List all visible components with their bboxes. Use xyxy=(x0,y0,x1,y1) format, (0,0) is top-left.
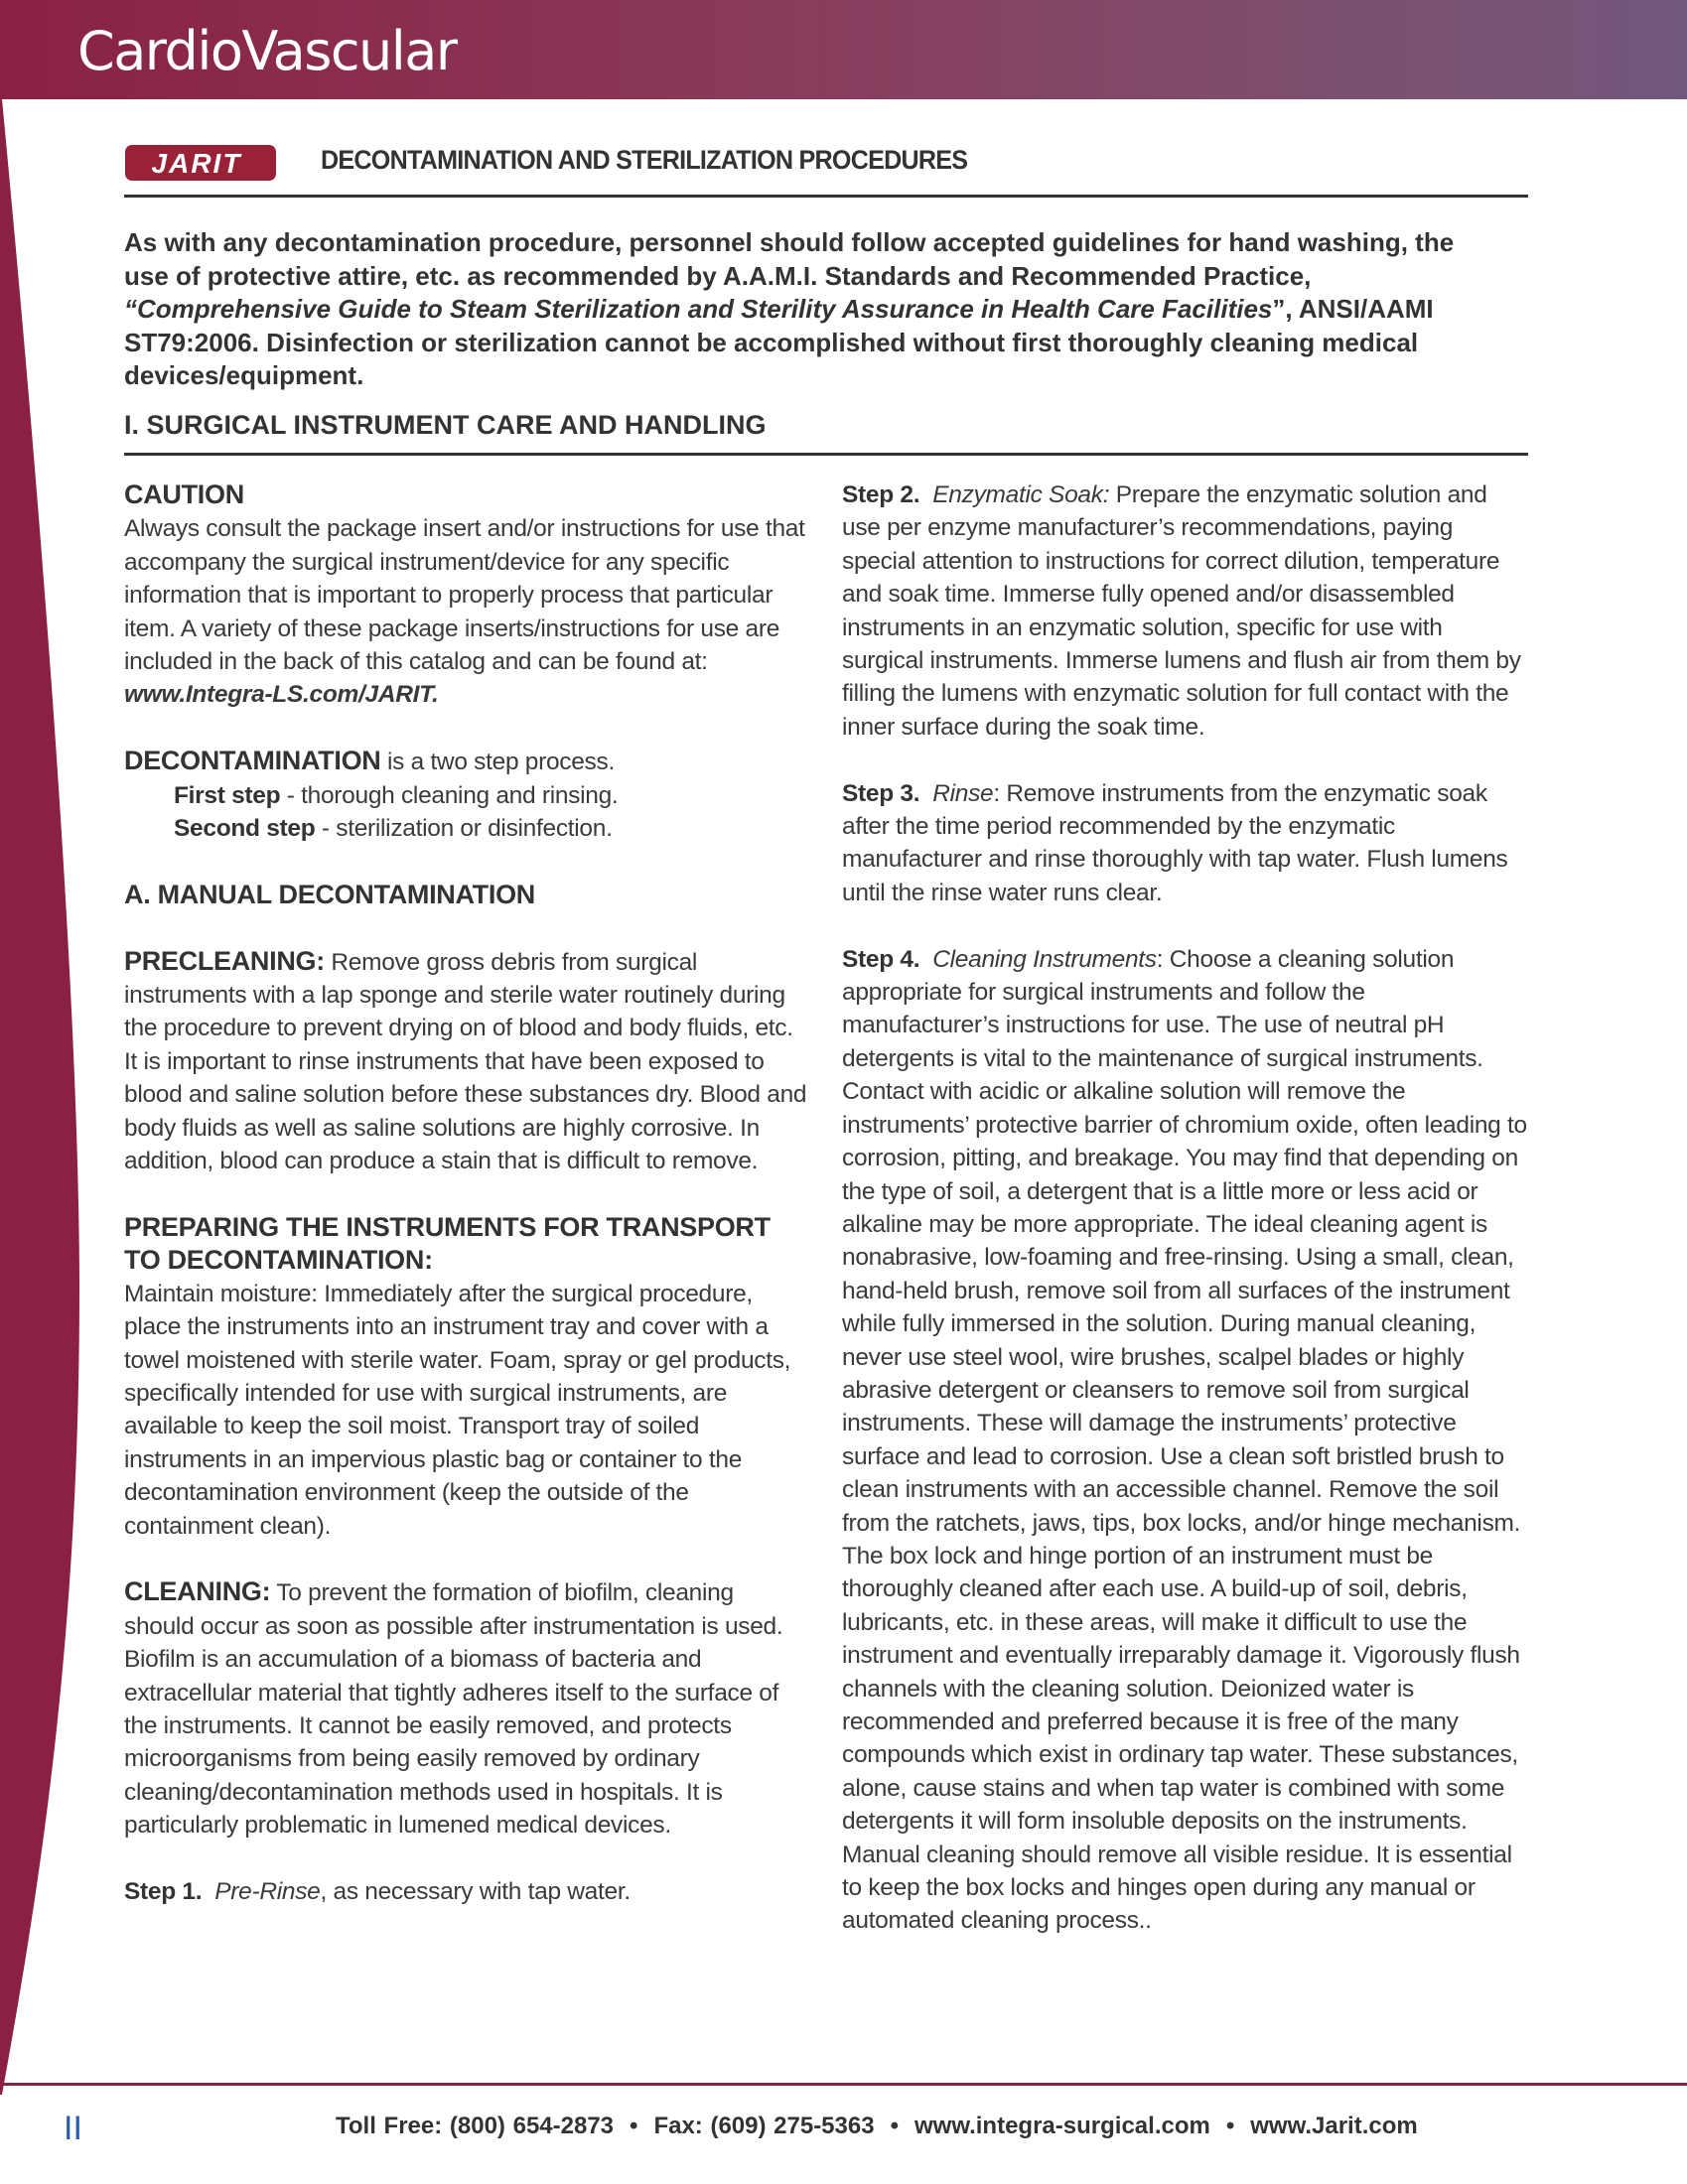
precleaning-block xyxy=(124,945,809,1178)
step4-label: Step 4. xyxy=(842,945,920,973)
preparing-body: Maintain moisture: Immediately after the surgical procedure, place the instruments into an instrument tray and cover with a towel moistened with sterile water. Foam, spray or gel products, specifically intended for use with surgical instruments, are available to keep the soil moist. Transport tray of soiled instruments in an impervious plastic bag or container to the decontamination environment (keep the outside of the containment clean). xyxy=(124,1280,791,1540)
intro-text-2: ”, ANSI/AAMI ST79:2006. Disinfection or sterilization cannot be accomplished without first thoroughly cleaning medical devices/equipment. xyxy=(124,294,1434,390)
preparing-heading: PREPARING THE INSTRUMENTS FOR TRANSPORT TO DECONTAMINATION: xyxy=(124,1211,771,1276)
caution-body: Always consult the package insert and/or instructions for use that accompany the surgical instrument/device for any specific information that is important to properly process that particular item. A variety of these package inserts/instructions for use are included in the back of this catalog and can be found at: xyxy=(124,515,805,676)
step2-body: Prepare the enzymatic solution and use per enzyme manufacturer’s recommendations, paying special attention to instructions for correct dilution, temperature and soak time. Immerse fully opened and/or disassembled instruments in an enzymatic solution, specific for use with surgical instruments. Immerse lumens and flush air from them by filling the lumens with enzymatic solution for full contact with the inner surface during the soak time. xyxy=(842,481,1521,741)
document-title: DECONTAMINATION AND STERILIZATION PROCEDURES xyxy=(321,145,968,175)
precleaning-heading: PRECLEANING: xyxy=(124,945,325,976)
cleaning-heading: CLEANING: xyxy=(124,1576,271,1607)
step1-block xyxy=(124,1875,809,1908)
first-step xyxy=(124,779,809,812)
logo-text: JARIT xyxy=(151,148,242,179)
step3-block xyxy=(842,777,1527,910)
fax-number: Fax: (609) 275-5363 xyxy=(653,2113,875,2139)
step1-title: Pre-Rinse xyxy=(214,1877,321,1905)
precleaning-body: Remove gross debris from surgical instruments with a lap sponge and sterile water routinely during the procedure to prevent drying on of blood and body fluids, etc. It is important to rinse instruments that have been exposed to blood and saline solution before these substances dry. Blood and body fluids as well as saline solutions are highly corrosive. In addition, blood can produce a stain that is difficult to remove. xyxy=(124,948,807,1175)
step4-block xyxy=(842,943,1527,1938)
caution-heading: CAUTION xyxy=(124,479,244,509)
section-title: CardioVascular xyxy=(77,20,457,82)
step2-title: Enzymatic Soak: xyxy=(932,481,1110,508)
right-column xyxy=(842,478,1527,1971)
step3-title: Rinse xyxy=(932,779,994,807)
preparing-block xyxy=(124,1211,809,1543)
step3-body: : Remove instruments from the enzymatic soak after the time period recommended by the enzymatic manufacturer and rinse thoroughly with tap water. Flush lumens until the rinse water runs clear. xyxy=(842,779,1508,906)
cleaning-body: To prevent the formation of biofilm, cleaning should occur as soon as possible after instrumentation is used. Biofilm is an accumulation of a biomass of bacteria and extracellular material that tightly adheres itself to the surface of the instruments. It cannot be easily removed, and protects microorganisms from being easily removed by ordinary cleaning/decontamination methods used in hospitals. It is particularly problematic in lumened medical devices. xyxy=(124,1579,783,1840)
separator-dot: • xyxy=(1225,2113,1235,2139)
integra-link[interactable]: www.Integra-LS.com/JARIT. xyxy=(124,681,439,709)
step2-block xyxy=(842,478,1527,744)
step1-label: Step 1. xyxy=(124,1877,203,1905)
page-number: II xyxy=(64,2110,82,2147)
second-step xyxy=(124,812,809,845)
decontamination-block xyxy=(124,745,809,845)
decontamination-heading: DECONTAMINATION xyxy=(124,746,381,776)
second-step-label: Second step xyxy=(174,815,316,843)
left-column xyxy=(124,478,809,1942)
section-rule xyxy=(124,453,1528,456)
section-heading: I. SURGICAL INSTRUMENT CARE AND HANDLING xyxy=(124,410,767,440)
caution-block xyxy=(124,478,809,712)
step1-body: , as necessary with tap water. xyxy=(320,1877,631,1905)
jarit-logo xyxy=(125,145,276,181)
step3-label: Step 3. xyxy=(842,779,920,807)
decontamination-body: is a two step process. xyxy=(380,749,615,776)
second-step-text: - sterilization or disinfection. xyxy=(315,815,613,843)
separator-dot: • xyxy=(890,2113,899,2139)
manual-decontamination-heading: A. MANUAL DECONTAMINATION xyxy=(124,879,535,909)
footer-rule xyxy=(0,2083,1687,2086)
first-step-text: - thorough cleaning and rinsing. xyxy=(280,781,619,809)
step4-body: : Choose a cleaning solution appropriate for surgical instruments and follow the manufacturer’s instructions for use. The use of neutral pH detergents is vital to the maintenance of surgical instruments. Contact with acidic or alkaline solution will remove the instruments’ protective barrier of chromium oxide, often leading to corrosion, pitting, and breakage. You may find that depending on the type of soil, a detergent that is a little more or less acid or alkaline may be more appropriate. The ideal cleaning agent is nonabrasive, low-foaming and free-rinsing. Using a small, clean, hand-held brush, remove soil from all surfaces of the instrument while fully immersed in the solution. During manual cleaning, never use steel wool, wire brushes, scalpel blades or highly abrasive detergent or cleansers to remove soil from surgical instruments. These will damage the instruments’ protective surface and lead to corrosion. Use a clean soft bristled brush to clean instruments with an accessible channel. Remove the soil from the ratchets, jaws, tips, box locks, and/or hinge mechanism. The box lock and hinge portion of an instrument must be thoroughly cleaned after each use. A build-up of soil, debris, lubricants, etc. in these areas, will make it difficult to use the instrument and eventually irreparably damage it. Vigorously flush channels with the cleaning solution. Deionized water is recommended and preferred because it is free of the many compounds which exist in ordinary tap water. These substances, alone, cause stains and when tap water is combined with some detergents it will form insoluble deposits on the instruments. Manual cleaning should remove all visible residue. It is essential to keep the box locks and hinges open during any manual or automated cleaning process.. xyxy=(842,945,1527,1935)
step4-title: Cleaning Instruments xyxy=(932,945,1157,973)
title-rule xyxy=(124,195,1528,198)
separator-dot: • xyxy=(630,2113,638,2139)
intro-paragraph xyxy=(124,226,1455,393)
first-step-label: First step xyxy=(174,781,281,809)
header-band xyxy=(0,0,1687,99)
integra-website-link[interactable]: www.integra-surgical.com xyxy=(914,2113,1210,2139)
step2-label: Step 2. xyxy=(842,481,920,508)
footer-contact xyxy=(336,2113,1418,2140)
jarit-website-link[interactable]: www.Jarit.com xyxy=(1250,2113,1418,2139)
cleaning-block xyxy=(124,1575,809,1842)
intro-text-1: As with any decontamination procedure, personnel should follow accepted guidelines for hand washing, the use of protective attire, etc. as recommended by A.A.M.I. Standards and Recommended Practice, xyxy=(124,227,1455,291)
intro-citation: “Comprehensive Guide to Steam Sterilization and Sterility Assurance in Health Care Facilities xyxy=(124,294,1273,324)
toll-free-number: Toll Free: (800) 654-2873 xyxy=(336,2113,615,2139)
side-accent-curve xyxy=(0,99,89,2095)
